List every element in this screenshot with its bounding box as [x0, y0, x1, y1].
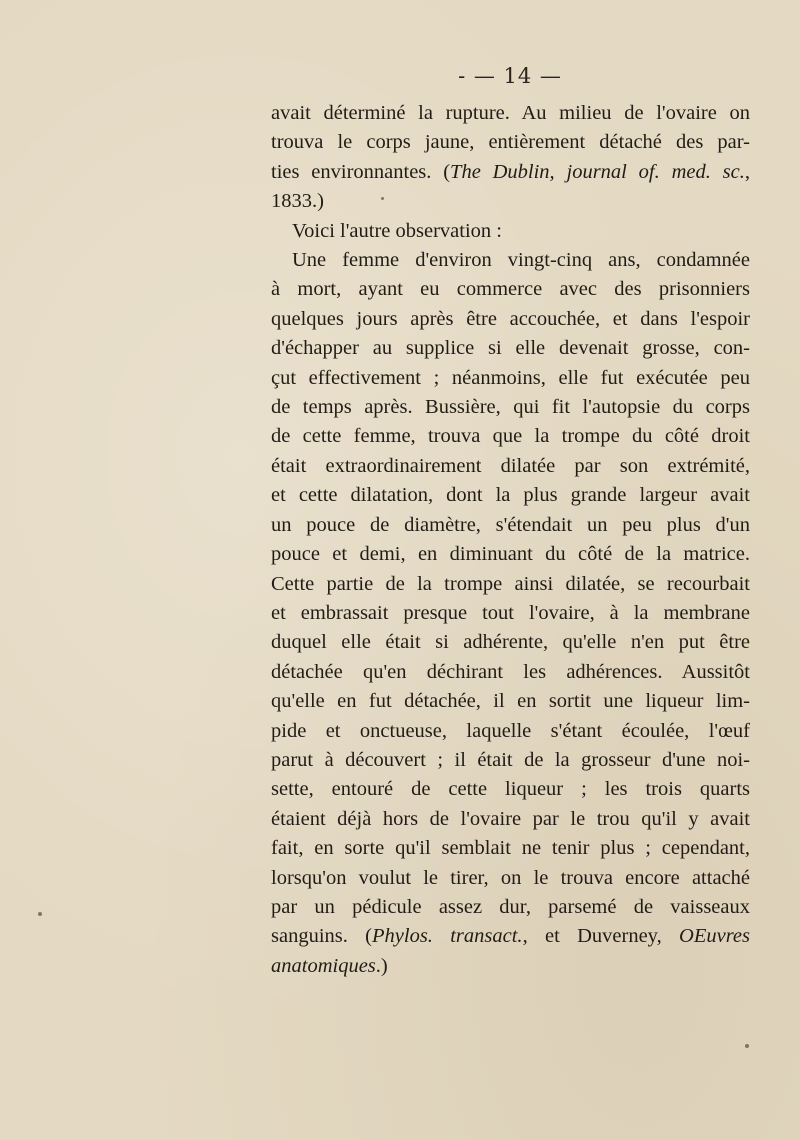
paper-speck [38, 912, 42, 916]
paragraph [271, 217, 750, 246]
text-line: duquel elle était si adhérente, qu'elle n'en put être [271, 631, 750, 654]
text-line: Cette partie de la trompe ainsi dilatée, se recourbait [271, 572, 750, 595]
text-line: sanguins. (Phylos. transact., et Duverney, OEuvres [271, 925, 750, 948]
text-line: çut effectivement ; néanmoins, elle fut exécutée peu [271, 366, 750, 389]
text-line: un pouce de diamètre, s'étendait un peu plus d'un [271, 513, 750, 536]
text-line: fait, en sorte qu'il semblait ne tenir plus ; cependant, [271, 837, 750, 860]
text-line: Une femme d'environ vingt-cinq ans, condamnée [292, 249, 750, 272]
text-line: avait déterminé la rupture. Au milieu de l'ovaire on [271, 102, 750, 124]
italic-citation: The Dublin, journal of. med. sc. [450, 160, 745, 183]
text-line: par un pédicule assez dur, parsemé de vaisseaux [271, 895, 750, 918]
paragraph [271, 99, 750, 217]
text-line: ties environnantes. (The Dublin, journal of. med. sc., [271, 160, 750, 183]
paper-speck [745, 1044, 749, 1048]
italic-citation: anatomiques [271, 954, 376, 977]
text-line: d'échapper au supplice si elle devenait grosse, con- [271, 337, 750, 360]
text-line: quelques jours après être accouchée, et dans l'espoir [271, 307, 750, 330]
italic-citation: Phylos. transact. [372, 925, 523, 948]
text-line: à mort, ayant eu commerce avec des prisonniers [271, 278, 750, 301]
paragraph [271, 246, 750, 981]
text-line: et cette dilatation, dont la plus grande largeur avait [271, 484, 750, 507]
text-line: de temps après. Bussière, qui fit l'autopsie du corps [271, 396, 750, 419]
text-line: étaient déjà hors de l'ovaire par le trou qu'il y avait [271, 807, 750, 830]
body-text [271, 99, 750, 981]
text-line: anatomiques.) [271, 954, 388, 977]
page-number: - — 14 — [458, 64, 562, 88]
text-line: de cette femme, trouva que la trompe du côté droit [271, 425, 750, 448]
text-line: sette, entouré de cette liqueur ; les trois quarts [271, 778, 750, 801]
paper-speck [381, 197, 384, 200]
text-line: Voici l'autre observation : [292, 219, 502, 242]
text-line: trouva le corps jaune, entièrement détaché des par- [271, 131, 750, 154]
text-line: était extraordinairement dilatée par son extrémité, [271, 454, 750, 477]
italic-citation: OEuvres [679, 925, 750, 948]
text-line: lorsqu'on voulut le tirer, on le trouva encore attaché [271, 866, 750, 889]
text-line: détachée qu'en déchirant les adhérences. Aussitôt [271, 660, 750, 683]
text-line: pide et onctueuse, laquelle s'étant écoulée, l'œuf [271, 719, 750, 742]
text-line: pouce et demi, en diminuant du côté de la matrice. [271, 543, 750, 566]
text-line: qu'elle en fut détachée, il en sortit une liqueur lim- [271, 690, 750, 713]
text-line: et embrassait presque tout l'ovaire, à la membrane [271, 601, 750, 624]
text-line: 1833.) [271, 190, 324, 213]
text-line: parut à découvert ; il était de la grosseur d'une noi- [271, 748, 750, 771]
